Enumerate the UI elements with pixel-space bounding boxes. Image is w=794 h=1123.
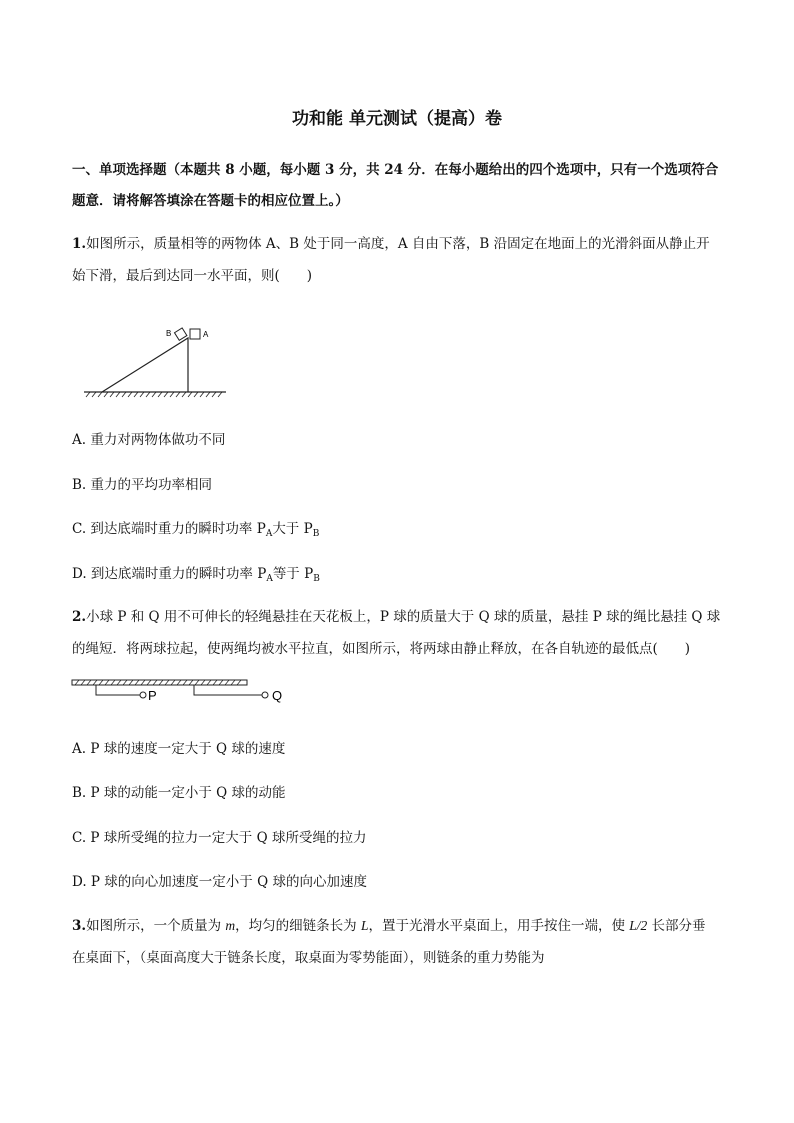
rope-p — [96, 685, 140, 695]
label-a: A — [203, 330, 209, 339]
page-title: 功和能 单元测试（提高）卷 — [292, 109, 502, 129]
question-2-line2: 的绳短．将两球拉起，使两绳均被水平拉直，如图所示，将两球由静止释放，在各自轨迹的最低点( ) — [72, 641, 691, 657]
label-b: B — [166, 329, 172, 338]
q2-option-a: A. P 球的速度一定大于 Q 球的速度 — [72, 741, 286, 757]
incline-figure — [80, 322, 230, 402]
block-a — [190, 329, 200, 339]
question-1-line1 — [72, 232, 710, 252]
pendulum-figure — [70, 676, 290, 706]
block-b — [174, 328, 186, 340]
q1-option-a: A. 重力对两物体做功不同 — [72, 432, 226, 448]
label-q: Q — [272, 688, 283, 703]
q1-option-c: C. 到达底端时重力的瞬时功率 $P_A$大于 $P_B$ — [72, 521, 320, 539]
label-p: P — [148, 688, 157, 703]
ground-hatch — [86, 392, 222, 397]
q1-option-d: D. 到达底端时重力的瞬时功率 $P_A$等于 $P_B$ — [72, 566, 320, 584]
section-heading-line1: 一、单项选择题（本题共 8 小题，每小题 3 分，共 24 分．在每小题给出的四个选项中，只有一个选项符合 — [72, 162, 719, 178]
question-text: 小球 P 和 Q 用不可伸长的轻绳悬挂在天花板上，P 球的质量大于 Q 球的质量，悬挂 P 球的绳比悬挂 Q 球 — [86, 609, 721, 625]
section-heading-line2: 题意．请将解答填涂在答题卡的相应位置上。） — [72, 193, 349, 209]
q1-option-b: B. 重力的平均功率相同 — [72, 477, 213, 493]
q2-option-b: B. P 球的动能一定小于 Q 球的动能 — [72, 785, 286, 801]
question-2-line1 — [72, 605, 720, 625]
question-1-line2: 始下滑，最后到达同一水平面，则( ) — [72, 268, 313, 284]
question-3-line1: 3.如图所示，一个质量为 m，均匀的细链条长为 L，置于光滑水平桌面上，用手按住一端，使 L/2 长部分垂 — [72, 918, 706, 934]
question-number: 1. — [72, 236, 87, 252]
ball-p — [140, 692, 146, 698]
rope-q — [194, 685, 262, 695]
incline — [102, 338, 188, 392]
question-number: 2. — [72, 609, 87, 625]
question-text: 如图所示，质量相等的两物体 A、B 处于同一高度，A 自由下落，B 沿固定在地面上的光滑斜面从静止开 — [86, 236, 710, 252]
question-3-line2: 在桌面下，（桌面高度大于链条长度，取桌面为零势能面），则链条的重力势能为 — [72, 950, 545, 966]
question-number: 3. — [72, 918, 87, 934]
q2-option-c: C. P 球所受绳的拉力一定大于 Q 球所受绳的拉力 — [72, 830, 367, 846]
q2-option-d: D. P 球的向心加速度一定小于 Q 球的向心加速度 — [72, 874, 367, 890]
ball-q — [262, 692, 268, 698]
